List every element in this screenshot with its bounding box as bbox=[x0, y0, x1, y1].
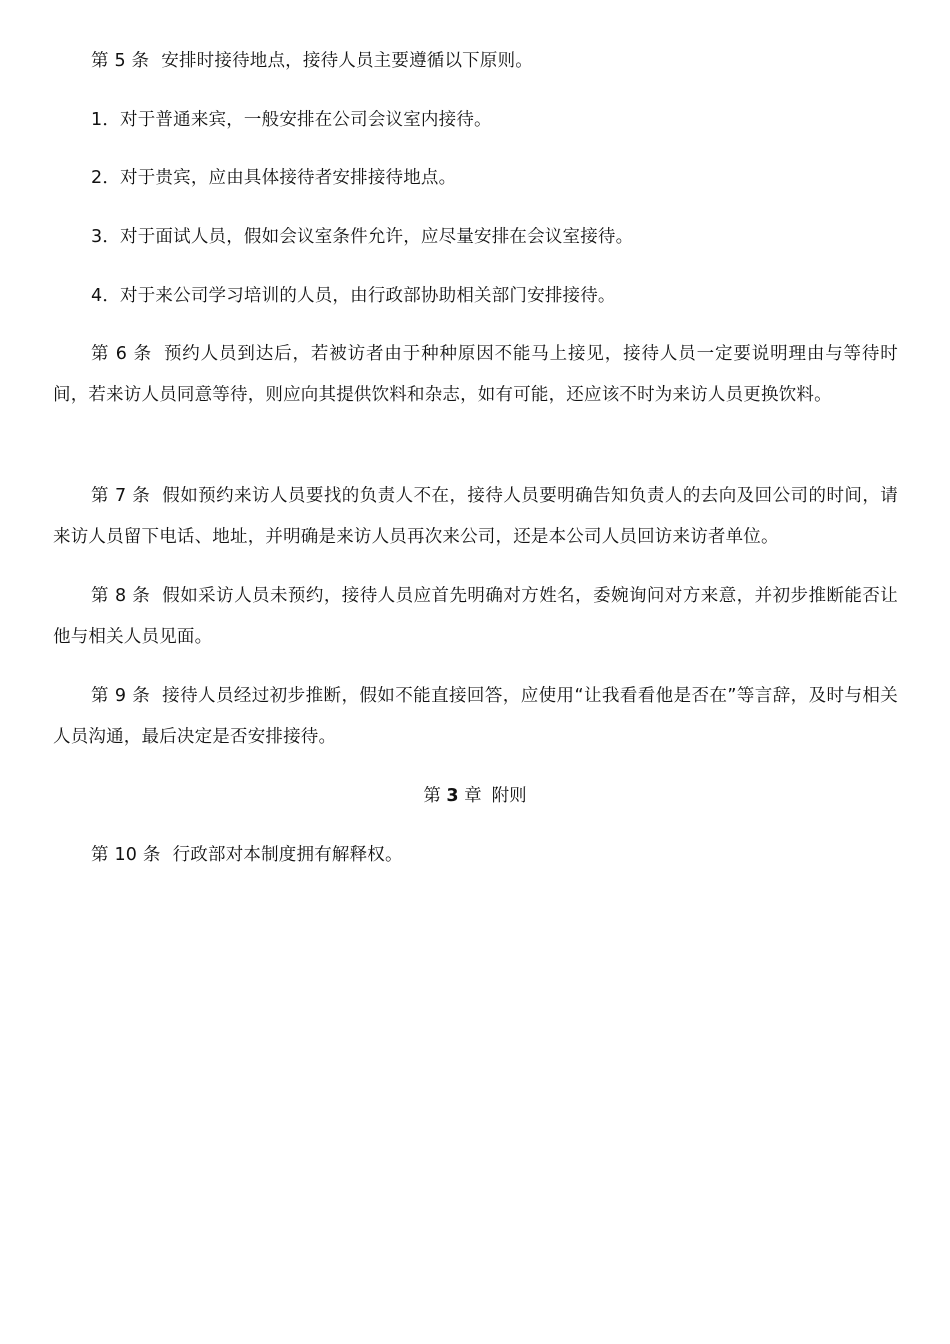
chapter-prefix: 第 bbox=[423, 786, 441, 806]
article-6 bbox=[53, 334, 898, 416]
list-item-2: 2．对于贵宾，应由具体接待者安排接待地点。 bbox=[91, 168, 457, 188]
article-7 bbox=[53, 476, 898, 558]
chapter-suffix: 章 bbox=[464, 786, 482, 806]
chapter-number bbox=[423, 786, 481, 806]
article-text: 假如预约来访人员要找的负责人不在，接待人员要明确告知负责人的去向及回公司的时间，请来访人员留下电话、地址，并明确是来访人员再次来公司，还是本公司人员回访来访者单位。 bbox=[53, 486, 898, 547]
article-9 bbox=[53, 676, 898, 758]
article-text: 假如采访人员未预约，接待人员应首先明确对方姓名，委婉询问对方来意，并初步推断能否让他与相关人员见面。 bbox=[53, 586, 898, 647]
article-number: 第 6 条 bbox=[91, 344, 152, 364]
article-text: 行政部对本制度拥有解释权。 bbox=[172, 845, 403, 865]
chapter-title: 附则 bbox=[491, 786, 527, 806]
list-item-4: 4．对于来公司学习培训的人员，由行政部协助相关部门安排接待。 bbox=[91, 286, 616, 306]
article-10 bbox=[91, 835, 891, 876]
article-number: 第 8 条 bbox=[91, 586, 151, 606]
list-item-3: 3．对于面试人员，假如会议室条件允许，应尽量安排在会议室接待。 bbox=[91, 227, 634, 247]
article-text: 安排时接待地点，接待人员主要遵循以下原则。 bbox=[161, 51, 533, 71]
article-text: 接待人员经过初步推断，假如不能直接回答，应使用“让我看看他是否在”等言辞，及时与相关人员沟通，最后决定是否安排接待。 bbox=[53, 686, 898, 747]
chapter-heading bbox=[0, 776, 950, 817]
article-8 bbox=[53, 576, 898, 658]
article-number: 第 5 条 bbox=[91, 51, 150, 71]
article-5 bbox=[91, 41, 891, 82]
article-number: 第 7 条 bbox=[91, 486, 151, 506]
article-number: 第 10 条 bbox=[91, 845, 161, 865]
chapter-number-value: 3 bbox=[446, 786, 459, 806]
article-text: 预约人员到达后，若被访者由于种种原因不能马上接见，接待人员一定要说明理由与等待时间，若来访人员同意等待，则应向其提供饮料和杂志，如有可能，还应该不时为来访人员更换饮料。 bbox=[53, 344, 898, 405]
list-item-1: 1．对于普通来宾，一般安排在公司会议室内接待。 bbox=[91, 110, 492, 130]
article-number: 第 9 条 bbox=[91, 686, 151, 706]
